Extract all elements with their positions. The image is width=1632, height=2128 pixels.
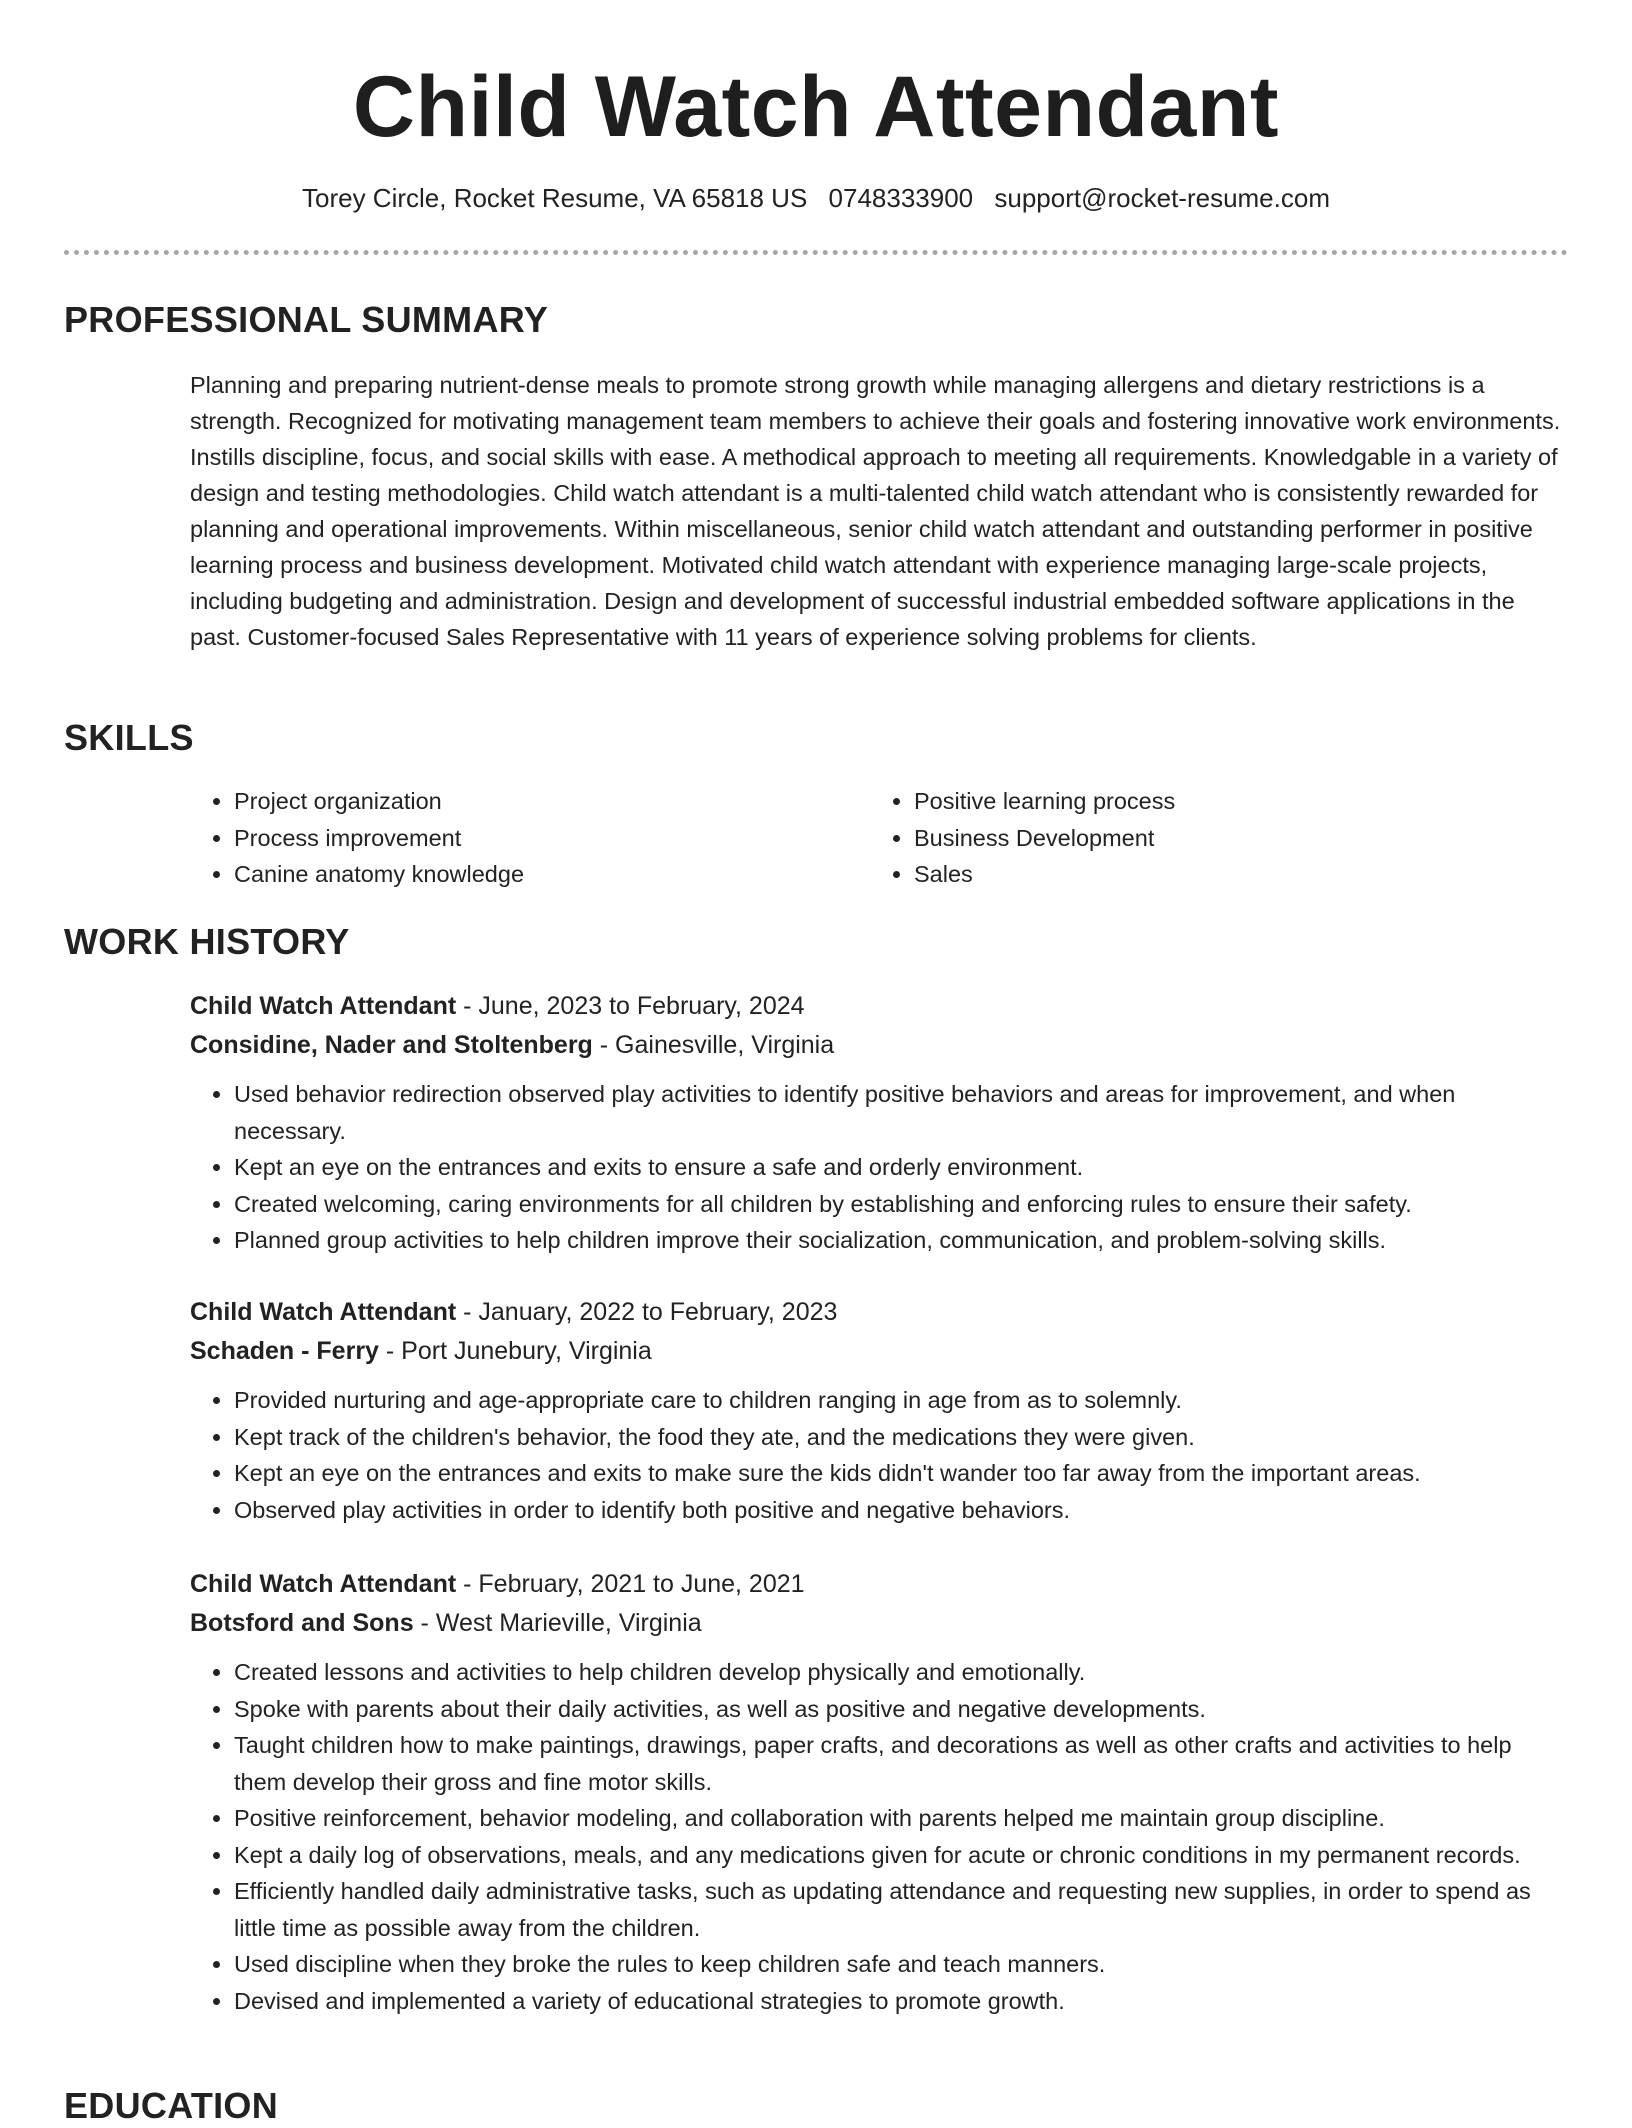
job-location: - Gainesville, Virginia bbox=[592, 1031, 835, 1059]
job-bullets bbox=[190, 1654, 1570, 2019]
job-bullet: • Observed play activities in order to identify both positive and negative behaviors. bbox=[234, 1492, 1570, 1529]
job-bullet: • Positive reinforcement, behavior modeling, and collaboration with parents helped me maintain group discipline. bbox=[234, 1800, 1570, 1837]
summary-heading: PROFESSIONAL SUMMARY bbox=[64, 299, 549, 340]
skill-item: • Project organization bbox=[234, 783, 830, 820]
skill-item: • Business Development bbox=[914, 820, 1510, 857]
job-title: Child Watch Attendant bbox=[190, 1298, 457, 1326]
job-dates: - February, 2021 to June, 2021 bbox=[456, 1570, 805, 1598]
skills-column-left bbox=[190, 783, 830, 893]
skill-item: • Process improvement bbox=[234, 820, 830, 857]
skill-item: • Canine anatomy knowledge bbox=[234, 856, 830, 893]
job-bullets bbox=[190, 1076, 1570, 1259]
job-entry bbox=[190, 1293, 1570, 1528]
job-bullet: • Kept track of the children's behavior, the food they ate, and the medications they were given. bbox=[234, 1419, 1570, 1456]
job-entry bbox=[190, 987, 1570, 1259]
contact-line bbox=[0, 180, 1632, 216]
contact-phone: 0748333900 bbox=[828, 183, 974, 213]
job-title: Child Watch Attendant bbox=[190, 1570, 457, 1598]
skill-item: • Sales bbox=[914, 856, 1510, 893]
job-dates: - January, 2022 to February, 2023 bbox=[456, 1298, 838, 1326]
job-bullets bbox=[190, 1382, 1570, 1528]
job-title-line bbox=[190, 1565, 1570, 1604]
education-heading: EDUCATION bbox=[64, 2085, 279, 2126]
job-bullet: • Kept an eye on the entrances and exits to make sure the kids didn't wander too far away from the important areas. bbox=[234, 1455, 1570, 1492]
job-entry bbox=[190, 1565, 1570, 2019]
contact-email: support@rocket-resume.com bbox=[994, 183, 1330, 213]
job-bullet: • Created lessons and activities to help children develop physically and emotionally. bbox=[234, 1654, 1570, 1691]
job-title-line bbox=[190, 987, 1570, 1026]
job-bullet: • Used discipline when they broke the rules to keep children safe and teach manners. bbox=[234, 1946, 1570, 1983]
job-company: Considine, Nader and Stoltenberg bbox=[190, 1031, 593, 1059]
contact-address: Torey Circle, Rocket Resume, VA 65818 US bbox=[302, 183, 808, 213]
skills-heading: SKILLS bbox=[64, 717, 194, 758]
job-company: Botsford and Sons bbox=[190, 1609, 414, 1637]
job-company-line bbox=[190, 1604, 1570, 1643]
summary-text: Planning and preparing nutrient-dense meals to promote strong growth while managing allergens and dietary restrictions is a strength. Recognized for motivating management team members to achieve their goals and fostering innovative work environments. Instills discipline, focus, and social skills with ease. A methodical approach to meeting all requirements. Knowledgable in a variety of design and testing methodologies. Child watch attendant is a multi-talented child watch attendant who is consistently rewarded for planning and operational improvements. Within miscellaneous, senior child watch attendant and outstanding performer in positive learning process and business development. Motivated child watch attendant with experience managing large-scale projects, including budgeting and administration. Design and development of successful industrial embedded software applications in the past. Customer-focused Sales Representative with 11 years of experience solving problems for clients. bbox=[190, 372, 1561, 650]
candidate-name: Child Watch Attendant bbox=[352, 59, 1280, 155]
job-bullet: • Efficiently handled daily administrative tasks, such as updating attendance and requesting new supplies, in order to spend as little time as possible away from the children. bbox=[234, 1873, 1570, 1946]
job-bullet: • Spoke with parents about their daily activities, as well as positive and negative developments. bbox=[234, 1691, 1570, 1728]
job-company: Schaden - Ferry bbox=[190, 1337, 379, 1365]
job-company-line bbox=[190, 1332, 1570, 1371]
skill-item: • Positive learning process bbox=[914, 783, 1510, 820]
work-history-heading: WORK HISTORY bbox=[64, 921, 350, 962]
job-location: - Port Junebury, Virginia bbox=[378, 1337, 652, 1365]
skills-list-right bbox=[870, 783, 1510, 893]
job-company-line bbox=[190, 1026, 1570, 1065]
job-bullet: • Kept an eye on the entrances and exits to ensure a safe and orderly environment. bbox=[234, 1149, 1570, 1186]
job-location: - West Marieville, Virginia bbox=[413, 1609, 702, 1637]
job-bullet: • Provided nurturing and age-appropriate care to children ranging in age from as to solemnly. bbox=[234, 1382, 1570, 1419]
skills-column-right bbox=[870, 783, 1510, 893]
job-bullet: • Planned group activities to help children improve their socialization, communication, and problem-solving skills. bbox=[234, 1222, 1570, 1259]
job-dates: - June, 2023 to February, 2024 bbox=[456, 992, 805, 1020]
skills-list-left bbox=[190, 783, 830, 893]
job-bullet: • Kept a daily log of observations, meals, and any medications given for acute or chronic conditions in my permanent records. bbox=[234, 1837, 1570, 1874]
job-bullet: • Used behavior redirection observed play activities to identify positive behaviors and areas for improvement, and when necessary. bbox=[234, 1076, 1570, 1149]
job-title: Child Watch Attendant bbox=[190, 992, 457, 1020]
job-bullet: • Taught children how to make paintings, drawings, paper crafts, and decorations as well as other crafts and activities to help them develop their gross and fine motor skills. bbox=[234, 1727, 1570, 1800]
job-bullet: • Created welcoming, caring environments for all children by establishing and enforcing rules to ensure their safety. bbox=[234, 1186, 1570, 1223]
header-divider bbox=[64, 250, 1568, 255]
job-bullet: • Devised and implemented a variety of educational strategies to promote growth. bbox=[234, 1983, 1570, 2020]
job-title-line bbox=[190, 1293, 1570, 1332]
